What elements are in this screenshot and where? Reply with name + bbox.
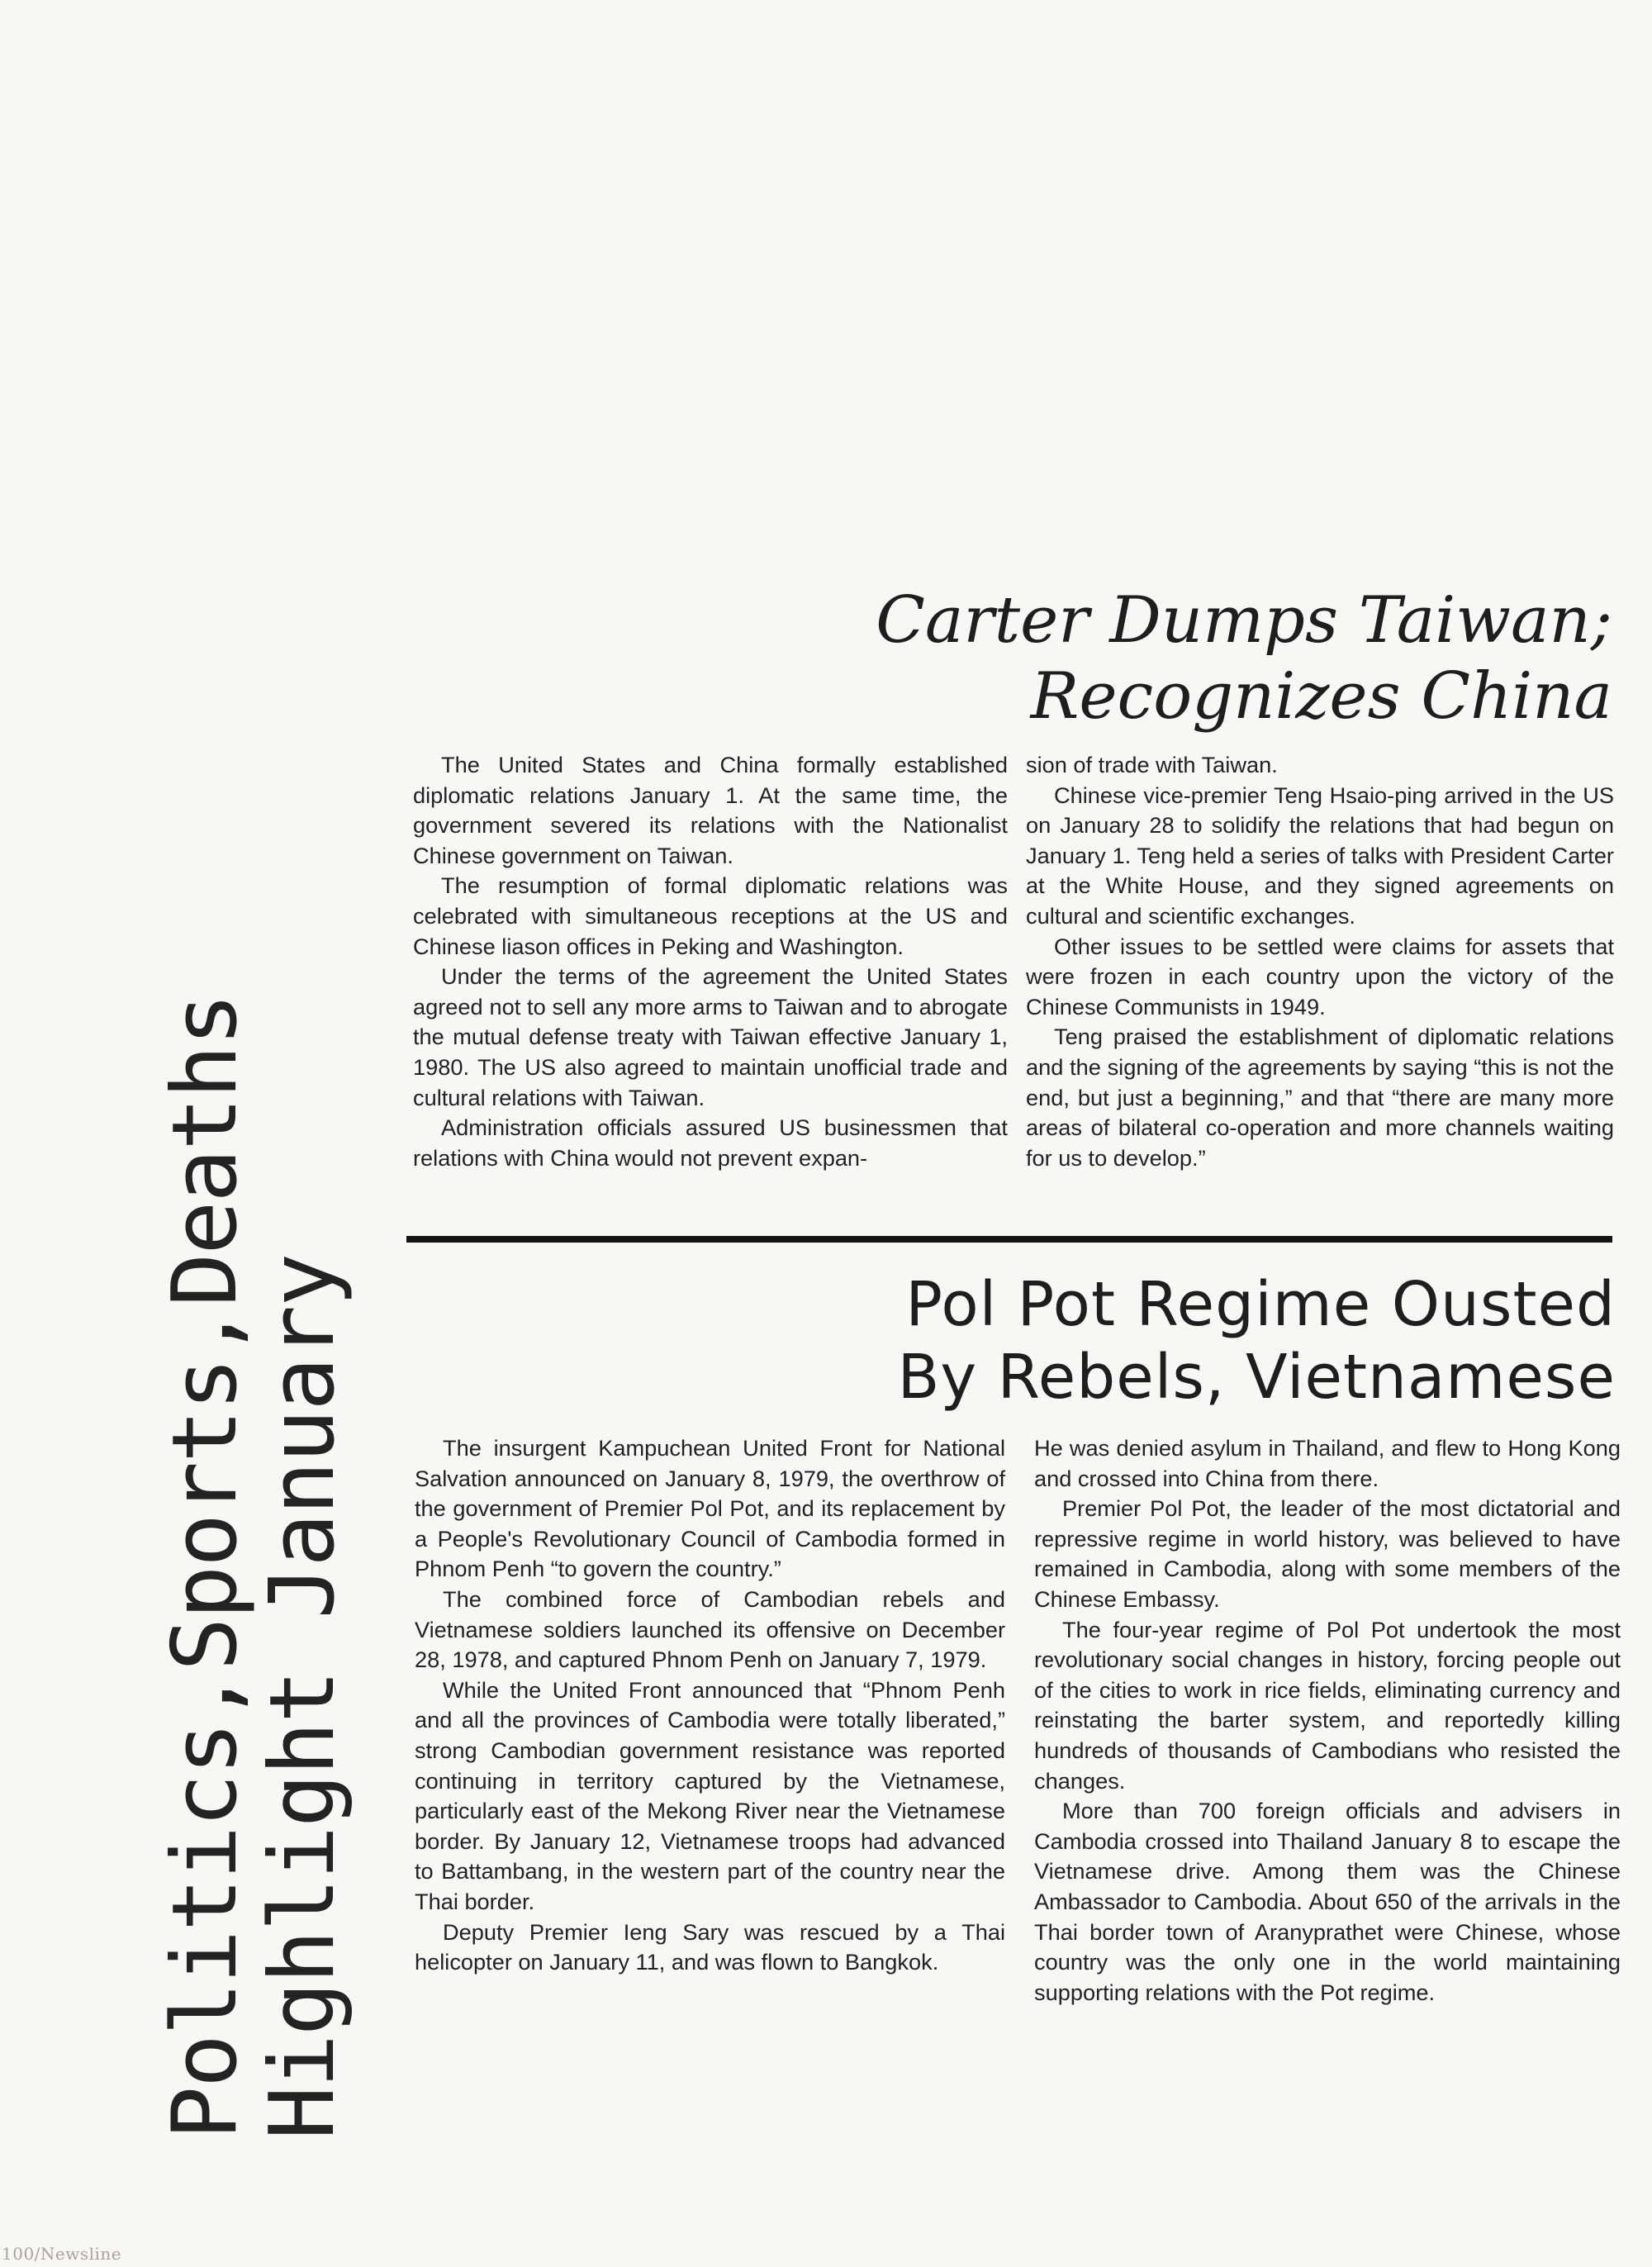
section-title-line-1: Politics,Sports,Deaths bbox=[154, 994, 257, 2140]
article-2-headline-line-1: Pol Pot Regime Ousted bbox=[905, 1269, 1616, 1340]
article-1-paragraph: The United States and China formally established diplomatic relations January 1. At the same time, the government severed its relations with the Nationalist Chinese government on Taiwan. bbox=[413, 752, 1008, 868]
article-2-paragraph: The four-year regime of Pol Pot undertook the most revolutionary social changes in history, forcing people out of the cities to work in rice fields, eliminating currency and reinstating the barter system, and reportedly killing hundreds of thousands of Cambodians who resisted the changes. bbox=[1034, 1616, 1621, 1794]
article-1-paragraph: Teng praised the establishment of diplomatic relations and the signing of the agreements by saying “this is not the end, but just a beginning,” and that “there are many more areas of bilateral co-operation and more channels waiting for us to develop.” bbox=[1026, 1024, 1614, 1171]
article-2-paragraph: While the United Front announced that “Phnom Penh and all the provinces of Cambodia were totally liberated,” strong Cambodian government resistance was reported continuing in territory captured by the Vietnamese, particularly east of the Mekong River near the Vietnamese border. By January 12, Vietnamese troops had advanced to Battambang, in the western part of the country near the Thai border. bbox=[415, 1676, 1005, 1914]
article-1-paragraph: The resumption of formal diplomatic relations was celebrated with simultaneous receptions at the US and Chinese liason offices in Peking and Washington. bbox=[413, 872, 1008, 959]
article-2-column-1 bbox=[415, 1433, 1005, 1978]
section-title-line-2: Highlight January bbox=[251, 1254, 354, 2140]
article-2-column-2 bbox=[1034, 1433, 1621, 2008]
article-1-headline-line-1: Carter Dumps Taiwan; bbox=[876, 583, 1612, 658]
article-1-headline-line-2: Recognizes China bbox=[1030, 659, 1612, 734]
article-1-paragraph: Chinese vice-premier Teng Hsaio-ping arrived in the US on January 28 to solidify the relations that had begun on January 1. Teng held a series of talks with President Carter at the White House, and they signed agreements on cultural and scientific exchanges. bbox=[1026, 782, 1614, 929]
article-1-paragraph: Administration officials assured US businessmen that relations with China would not prevent expan- bbox=[413, 1114, 1008, 1171]
article-2-headline bbox=[898, 1268, 1616, 1414]
article-2-paragraph: Deputy Premier Ieng Sary was rescued by a Thai helicopter on January 11, and was flown to Bangkok. bbox=[415, 1918, 1005, 1975]
section-title-vertical bbox=[154, 983, 380, 2140]
article-1-column-2 bbox=[1026, 750, 1614, 1173]
article-2-paragraph: The insurgent Kampuchean United Front for National Salvation announced on January 8, 1979, the overthrow of the government of Premier Pol Pot, and its replacement by a People's Revolutionary Council of Cambodia formed in Phnom Penh “to govern the country.” bbox=[415, 1435, 1005, 1582]
article-1-column-1 bbox=[413, 750, 1008, 1173]
article-2-paragraph: More than 700 foreign officials and advisers in Cambodia crossed into Thailand January 8 to escape the Vietnamese drive. Among them was the Chinese Ambassador to Cambodia. About 650 of the arrivals in the Thai border town of Aranyprathet were Chinese, whose country was the only one in the world maintaining supporting relations with the Pot regime. bbox=[1034, 1798, 1621, 2005]
page-folio: 100/Newsline bbox=[2, 2244, 122, 2264]
article-1-paragraph-continued: sion of trade with Taiwan. bbox=[1026, 752, 1278, 777]
article-1-paragraph: Under the terms of the agreement the United States agreed not to sell any more arms to Taiwan and to abrogate the mutual defense treaty with Taiwan effective January 1, 1980. The US also agreed to maintain unofficial trade and cultural relations with Taiwan. bbox=[413, 963, 1008, 1110]
article-2-paragraph-continued: He was denied asylum in Thailand, and flew to Hong Kong and crossed into China from there. bbox=[1034, 1435, 1621, 1491]
article-2-headline-line-2: By Rebels, Vietnamese bbox=[897, 1342, 1616, 1413]
section-divider-rule bbox=[406, 1236, 1612, 1243]
article-1-paragraph: Other issues to be settled were claims for assets that were frozen in each country upon the victory of the Chinese Communists in 1949. bbox=[1026, 933, 1614, 1019]
article-2-paragraph: The combined force of Cambodian rebels and Vietnamese soldiers launched its offensive on December 28, 1978, and captured Phnom Penh on January 7, 1979. bbox=[415, 1585, 1005, 1673]
article-1-headline bbox=[876, 582, 1612, 734]
article-2-paragraph: Premier Pol Pot, the leader of the most dictatorial and repressive regime in world history, was believed to have remained in Cambodia, along with some members of the Chinese Embassy. bbox=[1034, 1495, 1621, 1612]
